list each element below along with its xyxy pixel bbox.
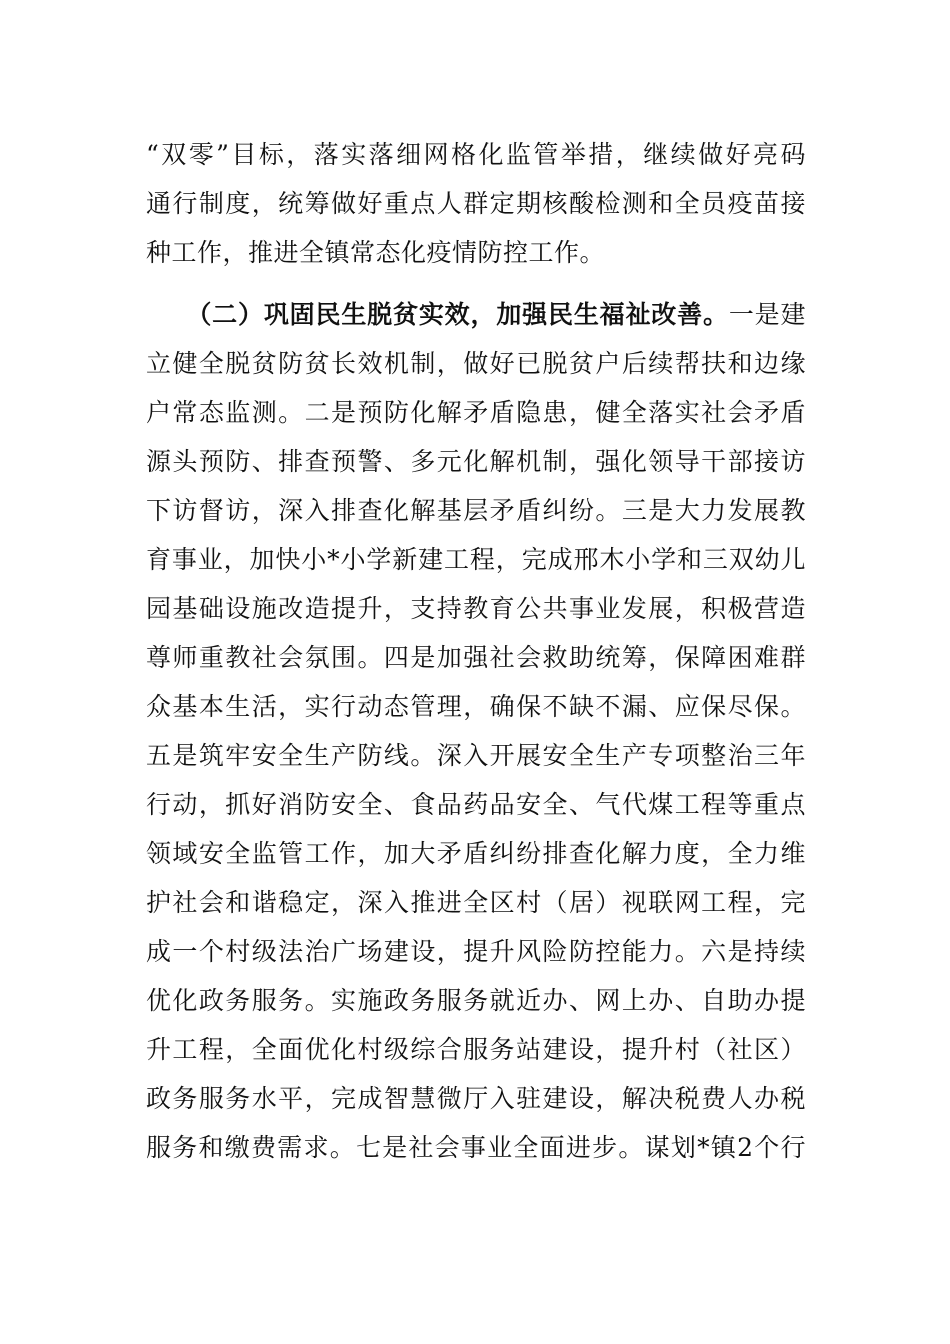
text-line: 立健全脱贫防贫长效机制，做好已脱贫户后续帮扶和边缘 <box>146 349 806 378</box>
section-heading: （二）巩固民生脱贫实效，加强民生福祉改善。 <box>186 300 729 329</box>
text-line: 护社会和谐稳定，深入推进全区村（居）视联网工程，完 <box>146 888 806 917</box>
text-line: 服务和缴费需求。七是社会事业全面进步。谋划*镇2个行 <box>146 1133 806 1162</box>
text-line: 种工作，推进全镇常态化疫情防控工作。 <box>146 238 606 267</box>
paragraph-section-two <box>146 290 806 1172</box>
text-line: 优化政务服务。实施政务服务就近办、网上办、自助办提 <box>146 986 806 1015</box>
text-line: 政务服务水平，完成智慧微厅入驻建设，解决税费人办税 <box>146 1084 806 1113</box>
text-line: 升工程，全面优化村级综合服务站建设，提升村（社区） <box>146 1035 806 1064</box>
text-line: 源头预防、排查预警、多元化解机制，强化领导干部接访 <box>146 447 806 476</box>
heading-line-rest: 一是建 <box>728 300 806 329</box>
paragraph-continuation <box>146 130 806 277</box>
text-line: 众基本生活，实行动态管理，确保不缺不漏、应保尽保。 <box>146 692 806 721</box>
text-line: 育事业，加快小*小学新建工程，完成邢木小学和三双幼儿 <box>146 545 806 574</box>
text-line: 下访督访，深入排查化解基层矛盾纠纷。三是大力发展教 <box>146 496 806 525</box>
heading-line <box>146 290 806 339</box>
text-line: 园基础设施改造提升，支持教育公共事业发展，积极营造 <box>146 594 806 623</box>
text-line: 行动，抓好消防安全、食品药品安全、气代煤工程等重点 <box>146 790 806 819</box>
text-line: 通行制度，统筹做好重点人群定期核酸检测和全员疫苗接 <box>146 189 806 218</box>
text-line: 五是筑牢安全生产防线。深入开展安全生产专项整治三年 <box>146 741 806 770</box>
text-line: “双零”目标，落实落细网格化监管举措，继续做好亮码 <box>146 140 806 169</box>
text-line: 户常态监测。二是预防化解矛盾隐患，健全落实社会矛盾 <box>146 398 806 427</box>
text-line: 领域安全监管工作，加大矛盾纠纷排查化解力度，全力维 <box>146 839 806 868</box>
text-line: 成一个村级法治广场建设，提升风险防控能力。六是持续 <box>146 937 806 966</box>
text-line: 尊师重教社会氛围。四是加强社会救助统筹，保障困难群 <box>146 643 806 672</box>
